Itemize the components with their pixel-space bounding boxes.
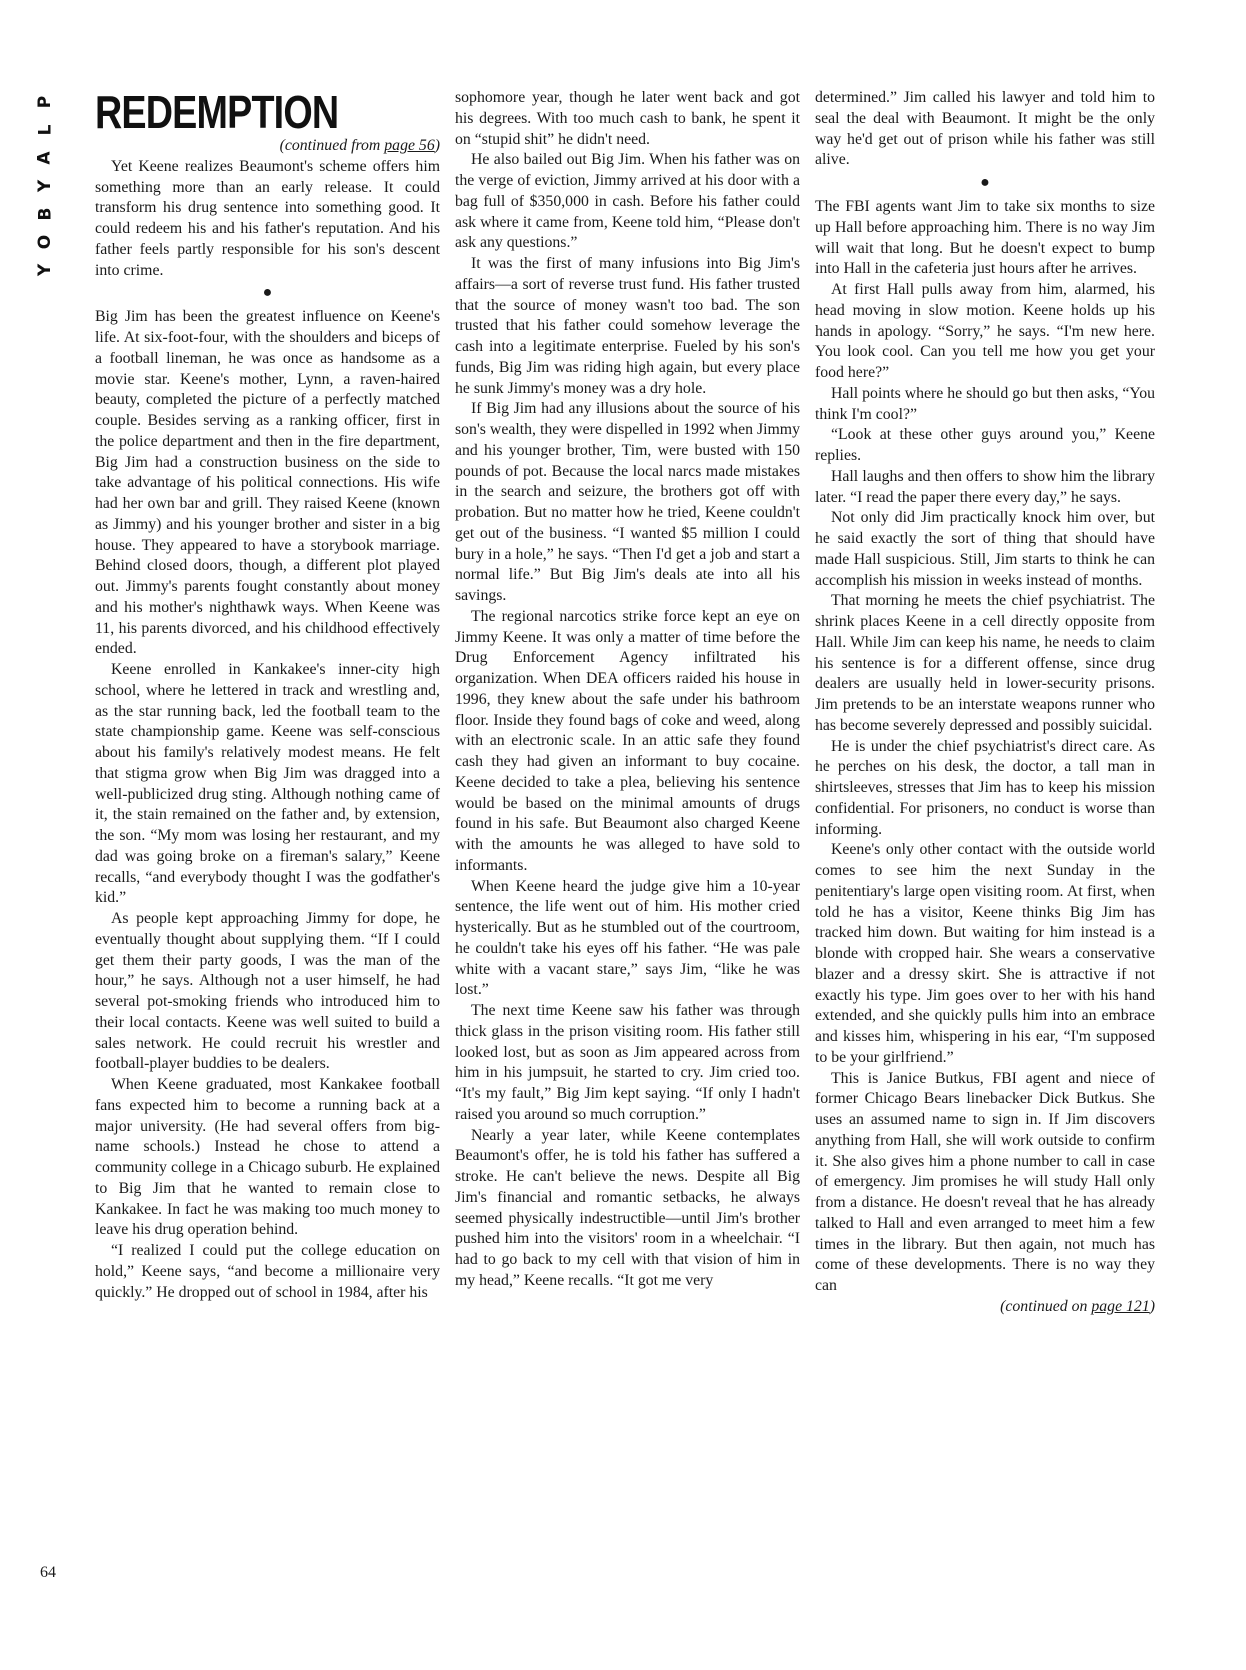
paragraph: “Look at these other guys around you,” Keene replies. — [815, 426, 1155, 464]
sidebar-letter: O — [34, 234, 55, 250]
paragraph: The next time Keene saw his father was through thick glass in the prison visiting room. His father still looked lost, but as soon as Jim appeared across from him in his jumpsuit, he started to cry. Jim cried too. “It's my fault,” Big Jim kept saying. “If only I hadn't raised you around so much corruption.” — [455, 1002, 800, 1123]
sidebar-letter: A — [34, 151, 55, 165]
continued-on-suffix: ) — [1149, 1297, 1155, 1315]
paragraph: determined.” Jim called his lawyer and told him to seal the deal with Beaumont. It might be the only way he'd get out of prison while his father was still alive. — [815, 89, 1155, 169]
paragraph: Hall points where he should go but then asks, “You think I'm cool?” — [815, 384, 1155, 423]
article-column-2 — [455, 88, 800, 1292]
sidebar-letter: Y — [35, 263, 55, 277]
paragraph: Hall laughs and then offers to show him the library later. “I read the paper there every day,” he says. — [815, 467, 1155, 506]
continued-on-page-link[interactable]: page 121 — [1091, 1297, 1150, 1315]
continued-from-page-link[interactable]: page 56 — [384, 137, 435, 154]
article-title: REDEMPTION — [95, 86, 339, 138]
sidebar-letter: P — [35, 95, 55, 109]
article-column-3 — [815, 88, 1155, 1318]
continued-on-prefix: (continued on — [1000, 1297, 1092, 1315]
section-divider: ● — [262, 284, 273, 302]
paragraph: Not only did Jim practically knock him over, but he said exactly the sort of thing that should have made Hall suspicious. Still, Jim starts to think he can accomplish his mission in weeks instead of months. — [815, 509, 1155, 589]
paragraph: If Big Jim had any illusions about the source of his son's wealth, they were dispelled in 1992 when Jimmy and his younger brother, Tim, were busted with 150 pounds of pot. Because the local narcs made mistakes in the search and seizure, the brothers got off with probation. But no matter how he tried, Keene couldn't get out of the business. “I wanted $5 million I could bury in a hole,” he says. “Then I'd get a job and start a normal life.” But Big Jim's deals ate into all his savings. — [455, 400, 800, 604]
paragraph: Keene's only other contact with the outside world comes to see him the next Sunday in the penitentiary's large open visiting room. At first, when told he has a visitor, Keene thinks Big Jim has tracked him down. But waiting for him instead is a blonde with cropped hair. She wears a conservative blazer and a dressy skirt. She is attractive if not exactly his type. Jim goes over to her with his hand extended, and she quickly pulls him into an embrace and kisses him, whispering in his ear, “I'm supposed to be your girlfriend.” — [815, 841, 1155, 1066]
paragraph: The FBI agents want Jim to take six months to size up Hall before approaching him. There is no way Jim will wait that long. But he doesn't expect to bump into Hall in the cafeteria just hours after he arrives. — [815, 198, 1155, 278]
continued-from-suffix: ) — [434, 137, 440, 154]
paragraph: sophomore year, though he later went back and got his degrees. With too much cash to bank, he spent it on “stupid shit” he didn't need. — [455, 89, 800, 148]
paragraph: When Keene graduated, most Kankakee football fans expected him to become a running back at a major university. (He had several offers from big-name schools.) Instead he chose to attend a community college in a Chicago suburb. He explained to Big Jim that he wanted to remain close to Kankakee. In fact he was making too much money to leave his drug operation behind. — [95, 1076, 440, 1239]
continued-from-prefix: (continued from — [279, 137, 385, 154]
section-divider: ● — [980, 174, 990, 191]
continued-on-note — [815, 1297, 1155, 1318]
paragraph: It was the first of many infusions into Big Jim's affairs—a sort of reverse trust fund. His father trusted that the source of money wasn't too bad. The son trusted that his father could somehow leverage the cash into a legitimate enterprise. Fueled by his son's funds, Big Jim was riding high again, but every place he sunk Jimmy's money was a dry hole. — [455, 255, 800, 397]
paragraph: “I realized I could put the college education on hold,” Keene says, “and become a millionaire very quickly.” He dropped out of school in 1984, after his — [95, 1242, 440, 1301]
paragraph: Keene enrolled in Kankakee's inner-city high school, where he lettered in track and wrestling and, as the star running back, led the football team to the state championship game. Keene was self-conscious about his family's relatively modest means. He felt that stigma grow when Big Jim was dragged into a well-publicized drug sting. Although nothing came of it, the stain remained on the father and, by extension, the son. “My mom was losing her restaurant, and my dad was going broke on a fireman's salary,” Keene recalls, “and everybody thought I was the godfather's kid.” — [95, 661, 440, 907]
paragraph: Nearly a year later, while Keene contemplates Beaumont's offer, he is told his father has suffered a stroke. He can't believe the news. Despite all Big Jim's financial and romantic setbacks, he always seemed physically indestructible—until Jim's brother pushed him into the visitors' room in a wheelchair. “I had to go back to my cell with that vision of him in my head,” Keene recalls. “It got me very — [455, 1126, 800, 1289]
magazine-name-vertical — [32, 88, 58, 284]
page-number: 64 — [40, 1564, 56, 1581]
paragraph: He also bailed out Big Jim. When his father was on the verge of eviction, Jimmy arrived at his door with a bag full of $350,000 in cash. Before his father could ask where it came from, Keene told him, “Please don't ask any questions.” — [455, 151, 800, 252]
sidebar-letter: L — [35, 124, 55, 136]
sidebar-letter: B — [35, 207, 55, 221]
sidebar-letter: Y — [35, 179, 55, 193]
paragraph: When Keene heard the judge give him a 10-year sentence, the life went out of him. His mother cried hysterically. But as he stumbled out of the courtroom, he couldn't take his eyes off his father. “He was pale white with a vacant stare,” says Jim, “like he was lost.” — [455, 877, 800, 999]
paragraph: Big Jim has been the greatest influence on Keene's life. At six-foot-four, with the shoulders and biceps of a football lineman, he was once as handsome as a movie star. Keene's mother, Lynn, a raven-haired beauty, completed the picture of a perfectly matched couple. Besides serving as a ranking officer, first in the police department and then in the fire department, Big Jim had a construction business on the side to take advantage of his political connections. His wife had her own bar and grill. They raised Keene (known as Jimmy) and his younger brother and sister in a big house. They appeared to have a storybook marriage. Behind closed doors, though, a different plot played out. Jimmy's parents fought constantly about money and his mother's nighthawk ways. When Keene was 11, his parents divorced, and his childhood effectively ended. — [95, 308, 440, 658]
continued-from-note — [95, 136, 440, 157]
paragraph: At first Hall pulls away from him, alarmed, his head moving in slow motion. Keene holds up his hands in apology. “Sorry,” he says. “I'm new here. You look cool. Can you tell me how you get your food here?” — [815, 281, 1155, 381]
article-column-1 — [95, 88, 440, 1303]
paragraph: That morning he meets the chief psychiatrist. The shrink places Keene in a cell directly opposite from Hall. While Jim can keep his name, he needs to claim his sentence is for a different offense, since drug dealers are usually held in lower-security prisons. Jim pretends to be an interstate weapons runner who has become severely depressed and possibly suicidal. — [815, 592, 1155, 734]
paragraph: He is under the chief psychiatrist's direct care. As he perches on his desk, the doctor, a tall man in shirtsleeves, stresses that Jim has to keep his mission confidential. For prisoners, no conduct is worse than informing. — [815, 737, 1155, 838]
paragraph: This is Janice Butkus, FBI agent and niece of former Chicago Bears linebacker Dick Butkus. She uses an assumed name to sign in. If Jim discovers anything from Hall, she will work outside to confirm it. She also gives him a phone number to call in case of emergency. Jim promises he will study Hall only from a distance. He doesn't reveal that he has already talked to Hall and even arranged to meet him a few times in the library. But then again, not much has come of these developments. There is no way they can — [815, 1069, 1155, 1294]
paragraph: Yet Keene realizes Beaumont's scheme offers him something more than an early release. It could transform his drug sentence into something good. It could redeem his and his father's reputation. And his father feels partly responsible for his son's descent into crime. — [95, 157, 440, 279]
paragraph: The regional narcotics strike force kept an eye on Jimmy Keene. It was only a matter of time before the Drug Enforcement Agency infiltrated his organization. When DEA officers raided his house in 1996, they knew about the safe under his bathroom floor. Inside they found bags of coke and weed, along with an electronic scale. In an attic safe they found cash they had given an informant to buy cocaine. Keene decided to take a plea, believing his sentence would be based on the minimal amounts of drugs found in his safe. But Beaumont also charged Keene with the amounts he was alleged to have sold to informants. — [455, 607, 800, 874]
paragraph: As people kept approaching Jimmy for dope, he eventually thought about supplying them. “If I could get them their party goods, I was the man of the hour,” he says. Although not a user himself, he had several pot-smoking friends who introduced him to their local contacts. Keene was well suited to build a sales network. He could recruit his wrestler and football-player buddies to be dealers. — [95, 910, 440, 1073]
